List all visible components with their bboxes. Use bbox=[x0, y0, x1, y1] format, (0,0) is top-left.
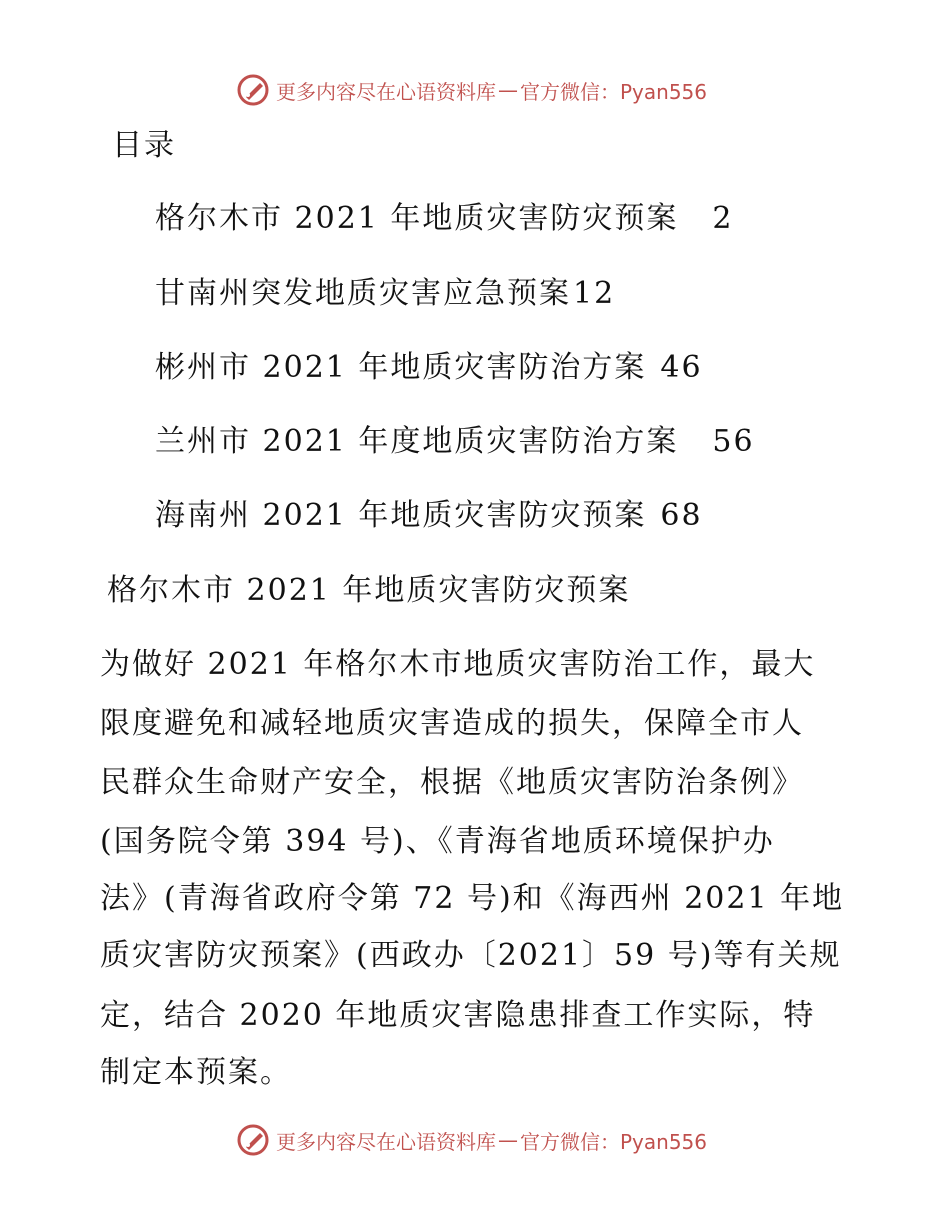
toc-item-label: 甘南州突发地质灾害应急预案 bbox=[155, 276, 571, 311]
watermark-wechat-text: 官方微信：Pyan556 bbox=[520, 79, 708, 104]
paragraph-line: 定，结合 2020 年地质灾害隐患排查工作实际，特 bbox=[100, 998, 816, 1033]
pen-logo-icon bbox=[236, 1123, 270, 1157]
watermark-header bbox=[236, 70, 707, 110]
paragraph-line: 制定本预案。 bbox=[100, 1055, 292, 1090]
paragraph-line: 为做好 2021 年格尔木市地质灾害防治工作，最大 bbox=[100, 647, 816, 682]
toc-item-label: 彬州市 2021 年地质灾害防治方案 bbox=[155, 350, 647, 385]
toc-item-page: 56 bbox=[712, 424, 755, 459]
toc-item-page: 68 bbox=[660, 498, 703, 533]
paragraph-line: 民群众生命财产安全，根据《地质灾害防治条例》 bbox=[100, 765, 804, 800]
watermark-wechat-text: 官方微信：Pyan556 bbox=[520, 1129, 708, 1154]
toc-item-label: 海南州 2021 年地质灾害防灾预案 bbox=[155, 498, 647, 533]
toc-item-label: 兰州市 2021 年度地质灾害防治方案 bbox=[155, 424, 679, 459]
paragraph-line: 限度避免和减轻地质灾害造成的损失，保障全市人 bbox=[100, 706, 804, 741]
toc-item-page: 12 bbox=[573, 276, 616, 311]
toc-item[interactable] bbox=[155, 496, 703, 536]
section-heading: 格尔木市 2021 年地质灾害防灾预案 bbox=[107, 573, 631, 608]
watermark-brand-text: 更多内容尽在心语资料库 bbox=[276, 79, 496, 104]
paragraph-line: 法》(青海省政府令第 72 号)和《海西州 2021 年地 bbox=[100, 881, 845, 916]
watermark-footer bbox=[236, 1120, 707, 1160]
watermark-separator: — bbox=[498, 78, 518, 102]
toc-title: 目录 bbox=[112, 128, 176, 163]
toc-item[interactable] bbox=[155, 348, 703, 388]
watermark-brand-text: 更多内容尽在心语资料库 bbox=[276, 1129, 496, 1154]
paragraph-line: (国务院令第 394 号)、《青海省地质环境保护办 bbox=[100, 824, 775, 859]
toc-item[interactable] bbox=[155, 274, 615, 314]
toc-item-page: 2 bbox=[712, 201, 734, 236]
toc-item[interactable] bbox=[155, 199, 734, 239]
paragraph-line: 质灾害防灾预案》(西政办〔2021〕59 号)等有关规 bbox=[100, 938, 842, 973]
watermark-separator: — bbox=[498, 1128, 518, 1152]
toc-item[interactable] bbox=[155, 422, 755, 462]
toc-item-label: 格尔木市 2021 年地质灾害防灾预案 bbox=[155, 201, 679, 236]
toc-item-page: 46 bbox=[660, 350, 703, 385]
pen-logo-icon bbox=[236, 73, 270, 107]
